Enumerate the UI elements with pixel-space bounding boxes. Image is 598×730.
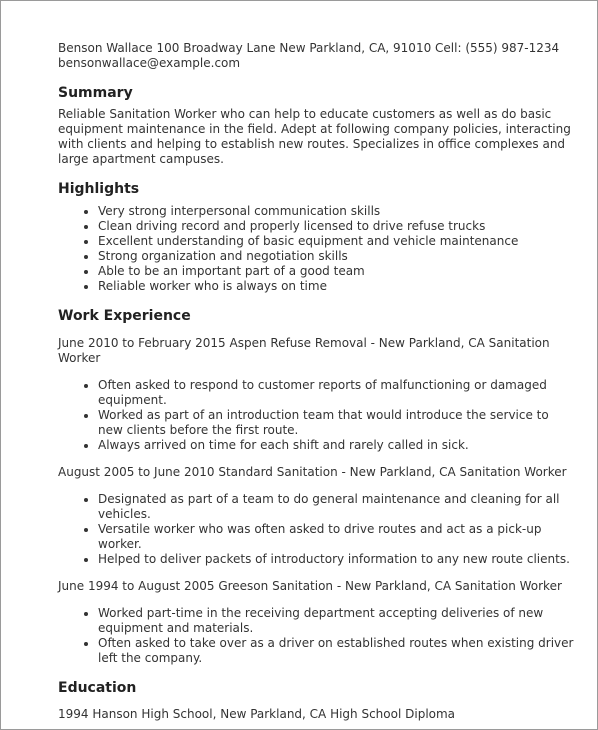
list-item: • Versatile worker who was often asked to drive routes and act as a pick-up worker.: [98, 522, 577, 552]
list-item: • Excellent understanding of basic equipment and vehicle maintenance: [98, 234, 577, 249]
list-item: • Helped to deliver packets of introductory information to any new route clients.: [98, 552, 577, 567]
highlights-list: [58, 204, 577, 294]
job-header: June 1994 to August 2005 Greeson Sanitation - New Parkland, CA Sanitation Worker: [58, 579, 562, 593]
list-item: • Designated as part of a team to do general maintenance and cleaning for all vehicles.: [98, 492, 577, 522]
list-item: • Reliable worker who is always on time: [98, 279, 577, 294]
list-item: • Strong organization and negotiation skills: [98, 249, 577, 264]
list-item: • Worked as part of an introduction team that would introduce the service to new clients before the first route.: [98, 408, 577, 438]
contact-line: Benson Wallace 100 Broadway Lane New Parkland, CA, 91010 Cell: (555) 987-1234: [58, 41, 560, 55]
list-item: • Clean driving record and properly licensed to drive refuse trucks: [98, 219, 577, 234]
list-item: • Worked part-time in the receiving department accepting deliveries of new equipment and materials.: [98, 606, 577, 636]
job-duties-list: [58, 378, 577, 453]
list-item: • Very strong interpersonal communication skills: [98, 204, 577, 219]
job-duties-list: [58, 606, 577, 666]
education-text: 1994 Hanson High School, New Parkland, CA High School Diploma: [58, 707, 456, 721]
list-item: • Often asked to take over as a driver on established routes when existing driver left the company.: [98, 636, 577, 666]
contact-block: [58, 41, 577, 71]
job-duties-list: [58, 492, 577, 567]
highlights-heading: Highlights: [58, 181, 140, 197]
job-header: August 2005 to June 2010 Standard Sanitation - New Parkland, CA Sanitation Worker: [58, 465, 567, 479]
list-item: • Often asked to respond to customer reports of malfunctioning or damaged equipment.: [98, 378, 577, 408]
list-item: • Able to be an important part of a good team: [98, 264, 577, 279]
education-heading: Education: [58, 680, 137, 696]
job-header: June 2010 to February 2015 Aspen Refuse Removal - New Parkland, CA Sanitation Worker: [58, 336, 550, 365]
summary-heading: Summary: [58, 85, 133, 101]
summary-text: Reliable Sanitation Worker who can help to educate customers as well as do basic equipment maintenance in the field. Adept at following company policies, interacting with clients and helping to establish new routes. Specializes in office complexes and large apartment campuses.: [58, 107, 571, 166]
list-item: • Always arrived on time for each shift and rarely called in sick.: [98, 438, 577, 453]
experience-heading: Work Experience: [58, 308, 191, 324]
contact-email: bensonwallace@example.com: [58, 56, 241, 70]
